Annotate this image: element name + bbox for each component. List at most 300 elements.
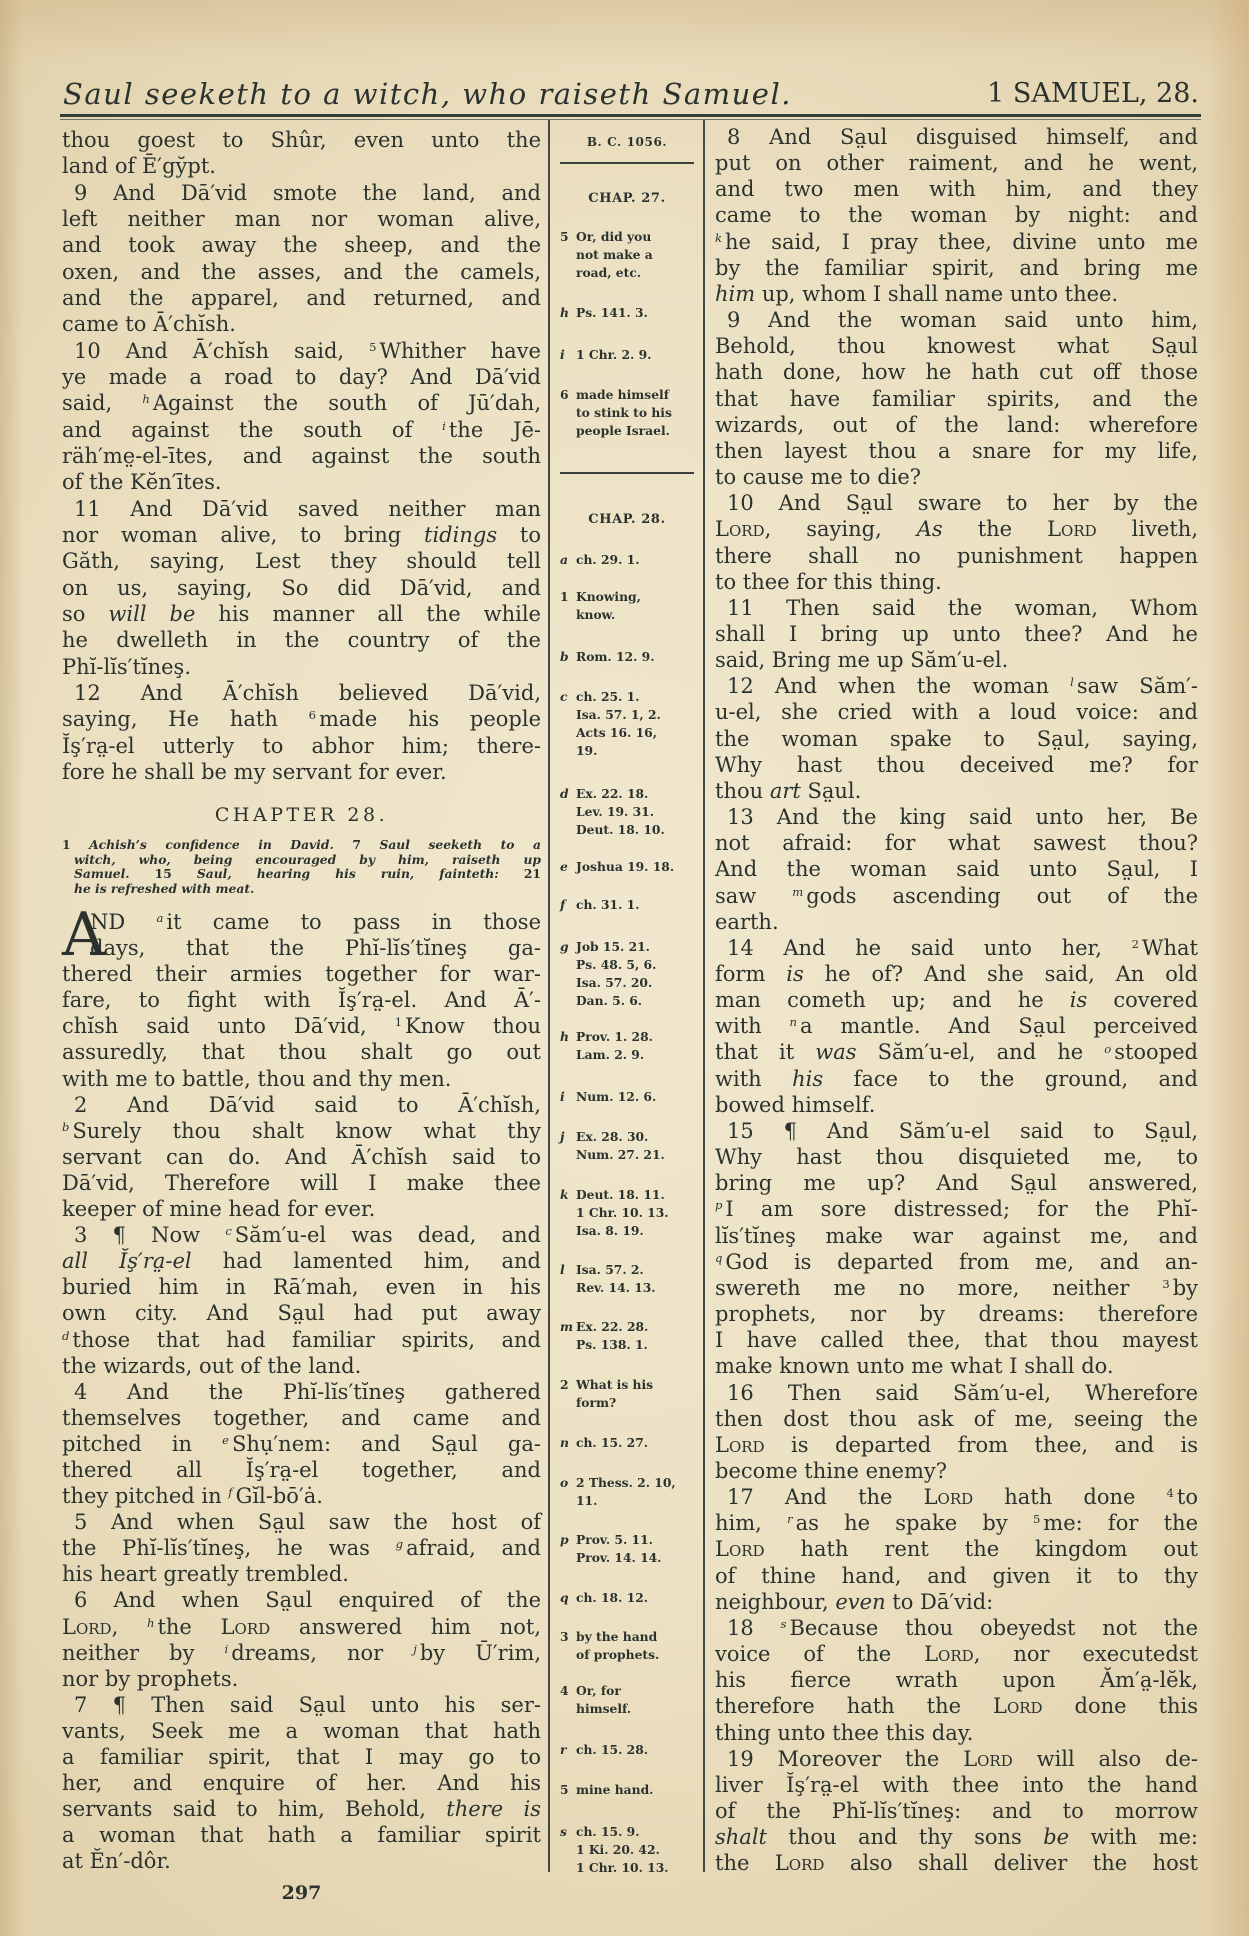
margin-note-line: ch. 29. 1. xyxy=(576,552,640,567)
text-run: 12 And when the woman xyxy=(727,674,1071,699)
verse xyxy=(715,1380,1198,1485)
text-run: liveth, xyxy=(1096,517,1199,542)
text-run: as he spake by xyxy=(795,1511,1033,1536)
text-line: räh′me̤-el-ītes, and against the south xyxy=(62,443,541,468)
small-caps-word: Lord xyxy=(963,1746,1013,1771)
reference-mark: j xyxy=(413,1641,417,1656)
reference-mark: p xyxy=(560,1532,569,1547)
margin-note-line: Num. 27. 21. xyxy=(576,1147,665,1162)
text-line: the woman spake to Sa̤ul, saying, xyxy=(715,726,1198,751)
text-line xyxy=(62,838,541,853)
text-run: hath rent the kingdom out xyxy=(764,1537,1198,1562)
text-line: 12 And Ā′chĭsh believed Dā′vid, xyxy=(74,680,541,705)
margin-note-line: Num. 12. 6. xyxy=(576,1089,657,1104)
text-line xyxy=(62,1640,541,1666)
text-line xyxy=(62,1614,541,1640)
text-line: become thine enemy? xyxy=(715,1458,948,1483)
text-run: , saying, xyxy=(764,517,917,542)
reference-mark: n xyxy=(560,1435,569,1450)
reference-mark: s xyxy=(560,1824,567,1839)
text-run: him, xyxy=(715,1511,788,1536)
verse xyxy=(715,1615,1198,1746)
text-run: with me: xyxy=(1069,1825,1199,1850)
reference-mark: 4 xyxy=(1166,1486,1174,1501)
margin-note xyxy=(560,938,702,1010)
reference-mark: 4 xyxy=(560,1683,569,1698)
text-run: Surely thou shalt know what thy xyxy=(72,1118,541,1143)
verse xyxy=(62,1222,541,1379)
text-line: 8 And Sa̤ul disguised himself, and xyxy=(727,125,1198,149)
text-line: then dost thou ask of me, seeing the xyxy=(715,1406,1198,1431)
text-run: saw xyxy=(715,883,793,908)
text-line xyxy=(62,1483,541,1509)
small-caps-word: Lord xyxy=(774,1851,825,1876)
verse xyxy=(715,673,1198,804)
text-line: came to the woman by night: and xyxy=(715,203,1198,228)
text-line xyxy=(715,1066,1198,1092)
margin-note-line: by the hand xyxy=(576,1629,658,1644)
text-line: land of Ē′gy̆pt. xyxy=(62,154,216,179)
margin-note-line: Rev. 14. 13. xyxy=(576,1280,656,1295)
small-caps-word: Lord xyxy=(715,1537,765,1562)
text-line xyxy=(62,390,541,416)
text-line xyxy=(62,1013,541,1039)
text-run: 3 ¶ Now xyxy=(74,1223,226,1248)
reference-mark: a xyxy=(560,552,568,567)
text-line: wizards, out of the land: wherefore xyxy=(715,412,1198,437)
text-line: 15 ¶ And Săm′u-el said to Sa̤ul, xyxy=(727,1118,1198,1143)
chapter-27-text xyxy=(62,127,541,785)
italic-text: even xyxy=(835,1589,886,1614)
small-caps-word: Lord xyxy=(993,1694,1043,1719)
text-run: I am sore distressed; for the Phĭ- xyxy=(725,1197,1198,1222)
reference-mark: f xyxy=(228,1485,233,1500)
text-line: 13 And the king said unto her, Be xyxy=(727,805,1198,830)
text-run: Samuel. xyxy=(74,866,155,882)
text-line xyxy=(62,1796,541,1822)
page-edge-shading-right xyxy=(1207,0,1249,1936)
reference-mark: l xyxy=(560,1262,565,1277)
margin-note-line: Or, did you xyxy=(576,229,652,244)
reference-mark: 2 xyxy=(560,1377,569,1392)
text-run: What xyxy=(1141,935,1198,960)
right-column-text xyxy=(715,124,1198,1876)
text-line xyxy=(62,1535,541,1561)
text-run: servants said to him, Behold, xyxy=(62,1797,447,1822)
margin-note-line: Isa. 57. 1, 2. xyxy=(576,707,661,722)
small-caps-word: Lord xyxy=(715,517,765,542)
text-line: with me to battle, thou and thy men. xyxy=(62,1066,452,1091)
text-run: hath done xyxy=(973,1485,1167,1510)
text-line: Găth, saying, Lest they should tell xyxy=(62,549,541,574)
text-line: 7 ¶ Then said Sa̤ul unto his ser- xyxy=(74,1692,541,1717)
reference-mark: 5 xyxy=(560,229,569,244)
text-run: saying, He hath xyxy=(62,707,309,732)
text-run: chĭsh said unto Dā′vid, xyxy=(62,1014,395,1039)
text-line: vants, Seek me a woman that hath xyxy=(62,1718,541,1743)
text-line xyxy=(62,706,541,732)
text-line: by the familiar spirit, and bring me xyxy=(715,255,1198,280)
summary-number: 15 xyxy=(154,866,172,882)
margin-note xyxy=(560,1128,702,1164)
text-line: put on other raiment, and he went, xyxy=(715,151,1198,176)
text-line xyxy=(715,1615,1198,1641)
text-line xyxy=(62,522,541,548)
margin-note xyxy=(560,1088,702,1106)
margin-rule xyxy=(560,162,694,164)
reference-mark: 2 xyxy=(1131,936,1139,951)
text-line: his heart greatly trembled. xyxy=(62,1562,349,1587)
margin-note xyxy=(560,648,702,666)
text-line: prophets, nor by dreams: therefore xyxy=(715,1302,1198,1327)
text-line xyxy=(715,1249,1198,1275)
text-line xyxy=(62,1327,541,1353)
text-line: and two men with him, and they xyxy=(715,177,1198,202)
text-line: not afraid: for what sawest thou? xyxy=(715,831,1198,856)
verse xyxy=(62,496,541,680)
text-run: Săm′u-el was dead, and xyxy=(234,1223,541,1248)
text-run: to xyxy=(1176,1485,1198,1510)
margin-note-line: 1 Chr. 10. 13. xyxy=(576,1205,669,1220)
text-line: u-el, she cried with a loud voice: and xyxy=(715,700,1198,725)
text-line: bowed himself. xyxy=(715,1092,876,1117)
text-run: also shall deliver the host xyxy=(824,1851,1198,1876)
text-line: thing unto thee this day. xyxy=(715,1720,974,1745)
reference-mark: b xyxy=(560,649,569,664)
margin-note-line: Deut. 18. 10. xyxy=(576,822,665,837)
margin-note xyxy=(560,1376,702,1412)
margin-note-line: Joshua 19. 18. xyxy=(576,859,675,874)
reference-mark: g xyxy=(395,1537,404,1552)
verse xyxy=(715,1746,1198,1877)
text-line: there shall no punishment happen xyxy=(715,543,1198,568)
text-line xyxy=(715,778,1198,804)
reference-mark: 5 xyxy=(1032,1512,1041,1527)
text-line xyxy=(62,867,541,882)
text-line: hath done, how he hath cut off those xyxy=(715,360,1198,385)
margin-note-line: 1 Ki. 20. 42. xyxy=(576,1842,660,1857)
verse xyxy=(62,1692,541,1875)
margin-note xyxy=(560,785,702,839)
text-run: so xyxy=(62,601,109,626)
text-run: man cometh up; and he xyxy=(715,988,1070,1013)
text-line: came to Ā′chĭsh. xyxy=(62,312,236,337)
italic-text: is xyxy=(1069,988,1088,1013)
text-line xyxy=(715,1039,1198,1065)
text-run: covered xyxy=(1087,988,1199,1013)
text-line: of the Kĕn′ītes. xyxy=(62,470,222,495)
margin-note-line: Isa. 57. 2. xyxy=(576,1262,644,1277)
text-line xyxy=(715,1850,1198,1876)
text-line xyxy=(715,1746,1198,1772)
reference-mark: n xyxy=(789,1015,797,1030)
text-line: to cause me to die? xyxy=(715,465,922,490)
margin-note-line: Ps. 138. 1. xyxy=(576,1337,648,1352)
verse xyxy=(62,680,541,785)
margin-note-line: Lam. 2. 9. xyxy=(576,1047,645,1062)
margin-note xyxy=(560,1781,702,1799)
margin-note xyxy=(560,896,702,914)
text-line xyxy=(715,1275,1198,1301)
verse xyxy=(715,1118,1198,1380)
margin-note xyxy=(560,304,702,322)
text-line: that have familiar spirits, and the xyxy=(715,386,1198,411)
reference-mark: e xyxy=(560,859,568,874)
text-line: themselves together, and came and xyxy=(62,1405,541,1430)
margin-note xyxy=(560,1628,702,1664)
reference-mark: 1 xyxy=(394,1015,403,1030)
reference-mark: 5 xyxy=(369,339,377,354)
text-line xyxy=(715,1510,1198,1536)
margin-note-line: Deut. 18. 11. xyxy=(576,1187,665,1202)
text-run: Sa̤ul. xyxy=(800,778,862,803)
italic-text: all Ĭş′ra̤-el xyxy=(62,1249,192,1274)
margin-note xyxy=(560,228,702,282)
page-edge-shading-top xyxy=(0,0,1249,64)
text-run: Saul, hearing his ruin, fainteth: xyxy=(171,866,524,882)
text-line: 4 And the Phĭ-lĭs′tĭneş gathered xyxy=(74,1379,541,1404)
margin-note-line: Rom. 12. 9. xyxy=(576,649,655,664)
header-rule xyxy=(60,114,1201,117)
text-run: 17 And the xyxy=(727,1485,924,1510)
text-run: that it xyxy=(715,1040,816,1065)
reference-mark: o xyxy=(560,1475,569,1490)
text-run: the xyxy=(942,517,1048,542)
reference-mark: k xyxy=(715,230,722,245)
text-run: thou and thy sons xyxy=(766,1825,1044,1850)
verse xyxy=(715,1484,1198,1615)
text-line: of thine hand, and given it to thy xyxy=(715,1563,1198,1588)
verse xyxy=(62,180,541,338)
text-run: the Phĭ-lĭs′tĭneş, he was xyxy=(62,1536,396,1561)
text-run: by xyxy=(1172,1275,1198,1300)
text-run: a mantle. And Sa̤ul perceived xyxy=(799,1014,1198,1039)
text-run: 10 And Ā′chĭsh said, xyxy=(74,338,370,363)
margin-note-line: Isa. 8. 19. xyxy=(576,1223,644,1238)
margin-note xyxy=(560,1186,702,1240)
italic-text: him xyxy=(715,281,756,306)
text-line: left neither man nor woman alive, xyxy=(62,206,541,231)
text-line: assuredly, that thou shalt go out xyxy=(62,1040,541,1065)
margin-note xyxy=(560,688,702,760)
italic-text: shalt xyxy=(715,1825,767,1850)
text-line: 6 And when Sa̤ul enquired of the xyxy=(74,1588,541,1613)
text-line xyxy=(715,1641,1198,1667)
text-line: her, and enquire of her. And his xyxy=(62,1771,541,1796)
reference-mark: i xyxy=(560,1089,565,1104)
text-run: Know thou xyxy=(405,1014,542,1039)
header-rule-thin xyxy=(60,119,1201,120)
margin-note-line: What is his xyxy=(576,1377,654,1392)
text-run: done this xyxy=(1042,1694,1198,1719)
text-line xyxy=(715,1196,1198,1222)
text-line xyxy=(715,1693,1198,1719)
margin-note-line: 11. xyxy=(576,1493,598,1508)
margin-note-line: Acts 16. 16, xyxy=(576,725,657,740)
margin-note xyxy=(560,1318,702,1354)
text-line: thered their armies together for war- xyxy=(62,962,541,987)
text-run: the xyxy=(157,1614,221,1639)
text-run: therefore hath the xyxy=(715,1694,994,1719)
reference-mark: 3 xyxy=(560,1629,569,1644)
text-line xyxy=(715,229,1198,255)
text-run: 14 And he said unto her, xyxy=(727,935,1132,960)
text-run: me: for the xyxy=(1043,1511,1198,1536)
column-divider-left xyxy=(548,120,550,1872)
small-caps-word: Lord xyxy=(924,1642,974,1667)
text-line xyxy=(715,673,1198,699)
margin-note-line: ch. 18. 12. xyxy=(576,1590,649,1605)
summary-number: 7 xyxy=(352,837,361,852)
text-line: Ĭş′ra̤-el utterly to abhor him; there- xyxy=(62,733,541,758)
text-line: ye made a road to day? And Dā′vid xyxy=(62,364,541,389)
text-line xyxy=(715,1536,1198,1562)
reference-mark: i xyxy=(224,1641,229,1656)
margin-note-line: ch. 15. 27. xyxy=(576,1435,649,1450)
reference-mark: o xyxy=(1104,1041,1112,1056)
text-line: 11 Then said the woman, Whom xyxy=(727,595,1198,620)
reference-mark: q xyxy=(560,1590,569,1605)
margin-note-line: ch. 15. 9. xyxy=(576,1824,640,1839)
margin-note xyxy=(560,346,702,364)
text-run: Against the south of Jū′dah, xyxy=(152,391,541,416)
text-line: shall I bring up unto thee? And he xyxy=(715,621,1198,646)
text-line: nor by prophets. xyxy=(62,1666,239,1691)
text-run: 19 Moreover the xyxy=(727,1746,964,1771)
margin-note xyxy=(560,1531,702,1567)
text-run: with xyxy=(715,1066,793,1091)
text-run: made his people xyxy=(319,707,541,732)
text-line: witch, who, being encouraged by him, raiseth up xyxy=(74,851,541,867)
text-line: own city. And Sa̤ul had put away xyxy=(62,1301,541,1326)
reference-mark: p xyxy=(715,1198,723,1213)
margin-note-line: road, etc. xyxy=(576,265,642,280)
text-line: earth. xyxy=(715,909,779,934)
text-run: 18 xyxy=(727,1615,781,1640)
text-run: Shụ′nem: and Sa̤ul ga- xyxy=(231,1431,541,1456)
margin-note-line: people Israel. xyxy=(576,423,670,438)
italic-text: there is xyxy=(446,1797,541,1822)
text-run: Săm′u-el, and he xyxy=(856,1040,1105,1065)
margin-note-line: Ex. 28. 30. xyxy=(576,1129,649,1144)
text-run: form xyxy=(715,962,787,986)
reference-mark: m xyxy=(560,1319,574,1334)
text-run: afraid, and xyxy=(406,1536,541,1561)
text-run: God is departed from me, and an- xyxy=(725,1249,1198,1274)
text-line: buried him in Rā′mah, even in his xyxy=(62,1275,541,1300)
text-line: servant can do. And Ā′chĭsh said to xyxy=(62,1144,541,1169)
reference-mark: h xyxy=(560,1029,569,1044)
reference-mark: a xyxy=(156,911,164,926)
margin-note-line: CHAP. 28. xyxy=(588,512,666,527)
verse xyxy=(62,1509,541,1587)
margin-note-line: Or, for xyxy=(576,1683,621,1698)
italic-text: his xyxy=(792,1066,824,1091)
margin-date: B. C. 1056. xyxy=(586,135,668,149)
reference-mark: h xyxy=(560,305,569,320)
text-line xyxy=(715,1484,1198,1510)
text-line: then layest thou a snare for my life, xyxy=(715,438,1198,463)
margin-note-line: 1 Chr. 10. 13. xyxy=(576,1860,669,1875)
text-line: Why hast thou disquieted me, to xyxy=(715,1145,1198,1170)
reference-mark: 6 xyxy=(560,387,569,402)
text-run: nor woman alive, to bring xyxy=(62,522,425,547)
text-line xyxy=(715,516,1198,542)
text-line xyxy=(715,1824,1198,1850)
margin-note-line: of prophets. xyxy=(576,1647,660,1662)
italic-text: was xyxy=(815,1040,857,1065)
text-line: days, that the Phĭ-lĭs′tĭneş ga- xyxy=(90,936,541,961)
text-line: 2 And Dā′vid said to Ā′chĭsh, xyxy=(74,1092,541,1117)
chapter-summary xyxy=(62,838,541,896)
text-run: his manner all the while xyxy=(195,601,541,626)
margin-note-line: ch. 25. 1. xyxy=(576,689,640,704)
text-line xyxy=(62,1431,541,1457)
reference-mark: b xyxy=(62,1119,70,1134)
reference-mark: q xyxy=(715,1250,723,1265)
margin-note-line: 2 Thess. 2. 10, xyxy=(576,1475,676,1490)
text-line: at Ĕn′-dôr. xyxy=(62,1849,171,1874)
reference-mark: d xyxy=(62,1328,70,1343)
page-edge-shading-left xyxy=(0,0,24,1936)
running-title: Saul seeketh to a witch, who raiseth Samuel. xyxy=(63,77,792,111)
text-line xyxy=(715,1013,1198,1039)
text-run: thou xyxy=(715,778,770,803)
small-caps-word: Lord xyxy=(715,1432,765,1457)
margin-chapter-label xyxy=(552,511,702,529)
margin-note-line: Knowing, xyxy=(576,589,641,604)
drop-cap: A xyxy=(62,900,106,970)
text-line xyxy=(62,417,541,443)
reference-mark: e xyxy=(222,1432,229,1447)
text-line xyxy=(62,1248,541,1274)
text-line xyxy=(715,935,1198,961)
text-line xyxy=(715,1432,1198,1458)
verse xyxy=(715,307,1198,490)
text-run: with xyxy=(715,1014,790,1039)
text-line: fore he shall be my servant for ever. xyxy=(62,759,447,784)
text-run: face to the ground, and xyxy=(823,1066,1198,1091)
text-run: Achish’s confidence in David. xyxy=(70,837,353,852)
reference-mark: h xyxy=(147,1615,155,1630)
text-run: the Jē- xyxy=(448,417,541,442)
text-line xyxy=(62,601,541,627)
text-run: neighbour, xyxy=(715,1589,836,1614)
margin-note xyxy=(560,551,702,569)
reference-mark: g xyxy=(560,939,569,954)
margin-note-line: Prov. 1. 28. xyxy=(576,1029,653,1044)
reference-mark: k xyxy=(560,1187,569,1202)
text-line xyxy=(62,1222,541,1248)
text-line: keeper of mine head for ever. xyxy=(62,1197,376,1222)
text-run: saw Săm′- xyxy=(1076,674,1198,699)
verse xyxy=(62,127,541,180)
text-line: 16 Then said Săm′u-el, Wherefore xyxy=(727,1380,1198,1405)
text-run: he said, I pray thee, divine unto me xyxy=(725,229,1198,254)
text-run: gods ascending out of the xyxy=(806,883,1199,908)
text-run: neither by xyxy=(62,1640,225,1665)
margin-note xyxy=(560,386,702,440)
text-run: will also de- xyxy=(1012,1746,1198,1771)
text-line: the wizards, out of the land. xyxy=(62,1353,362,1378)
text-run: , nor executedst xyxy=(973,1642,1198,1667)
text-run: Gĭl-bō′ȧ. xyxy=(235,1484,323,1509)
margin-note xyxy=(560,858,702,876)
text-line xyxy=(62,338,541,364)
margin-chapter-label xyxy=(552,190,702,208)
text-line: and took away the sheep, and the xyxy=(62,233,541,258)
text-line: 5 And when Sa̤ul saw the host of xyxy=(74,1510,541,1535)
